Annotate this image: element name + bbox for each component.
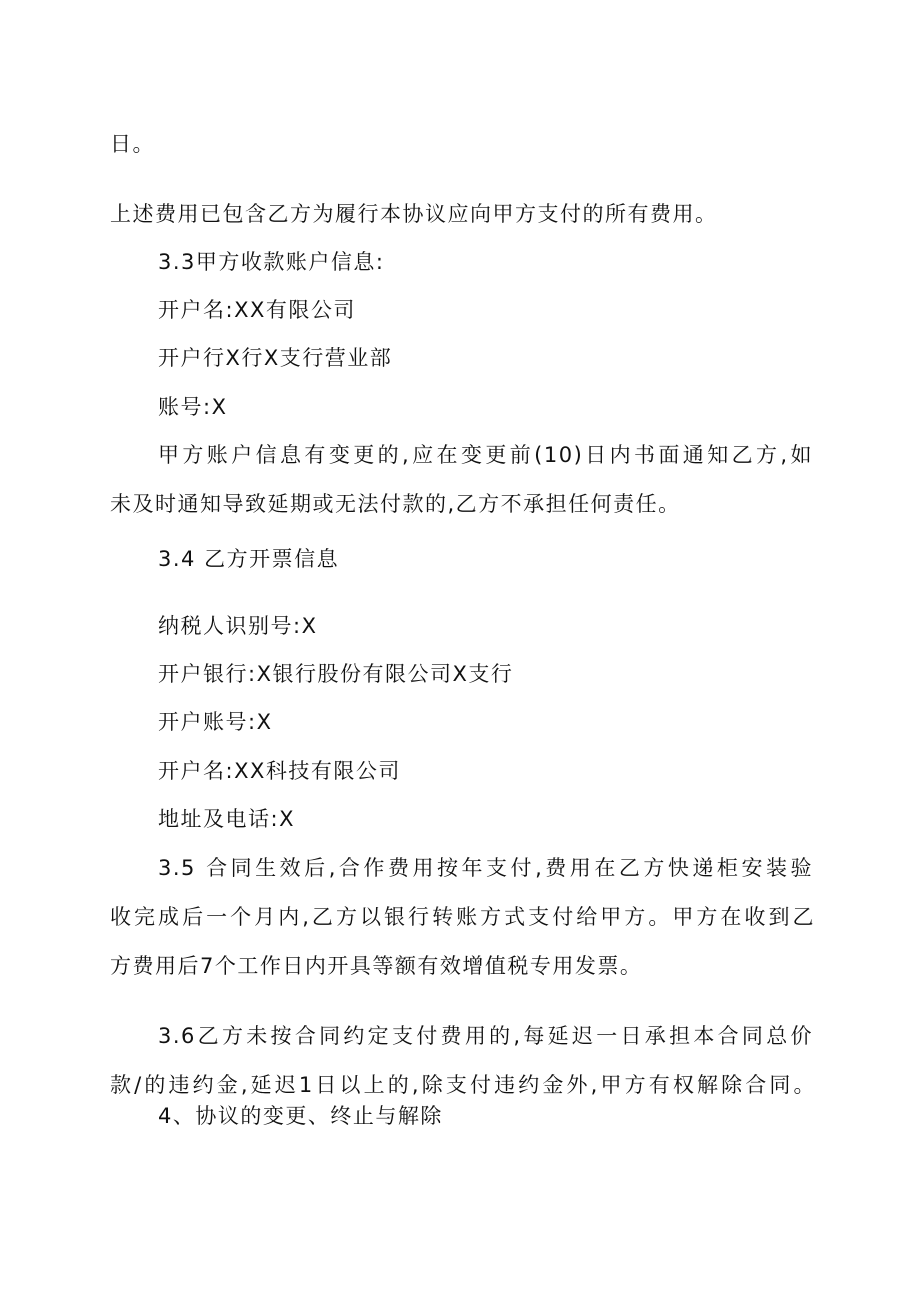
text-line: 3.6乙方未按合同约定支付费用的,每延迟一日承担本合同总价 — [158, 1024, 813, 1048]
section-heading-3-4: 3.4 乙方开票信息 — [158, 547, 340, 571]
text-line: 日。 — [110, 132, 155, 156]
text-line: 开户名:XX有限公司 — [158, 298, 356, 322]
text-line: 甲方账户信息有变更的,应在变更前(10)日内书面通知乙方,如 — [158, 443, 813, 467]
text-line: 收完成后一个月内,乙方以银行转账方式支付给甲方。甲方在收到乙 — [110, 905, 815, 929]
text-line: 未及时通知导致延期或无法付款的,乙方不承担任何责任。 — [110, 492, 681, 516]
text-line: 开户行X行X支行营业部 — [158, 346, 393, 370]
text-line: 开户名:XX科技有限公司 — [158, 759, 401, 783]
section-heading-3-3: 3.3甲方收款账户信息: — [158, 250, 385, 274]
text-line: 上述费用已包含乙方为履行本协议应向甲方支付的所有费用。 — [110, 202, 718, 226]
text-line: 地址及电话:X — [158, 807, 295, 831]
text-line: 账号:X — [158, 395, 228, 419]
text-line: 开户账号:X — [158, 710, 273, 734]
text-line: 开户银行:X银行股份有限公司X支行 — [158, 662, 514, 686]
text-line: 款/的违约金,延迟1日以上的,除支付违约金外,甲方有权解除合同。 — [110, 1073, 815, 1097]
text-line: 纳税人识别号:X — [158, 614, 318, 638]
section-heading-4: 4、协议的变更、终止与解除 — [158, 1104, 443, 1128]
text-line: 3.5 合同生效后,合作费用按年支付,费用在乙方快递柜安装验 — [158, 856, 813, 880]
text-line: 方费用后7个工作日内开具等额有效增值税专用发票。 — [110, 954, 643, 978]
